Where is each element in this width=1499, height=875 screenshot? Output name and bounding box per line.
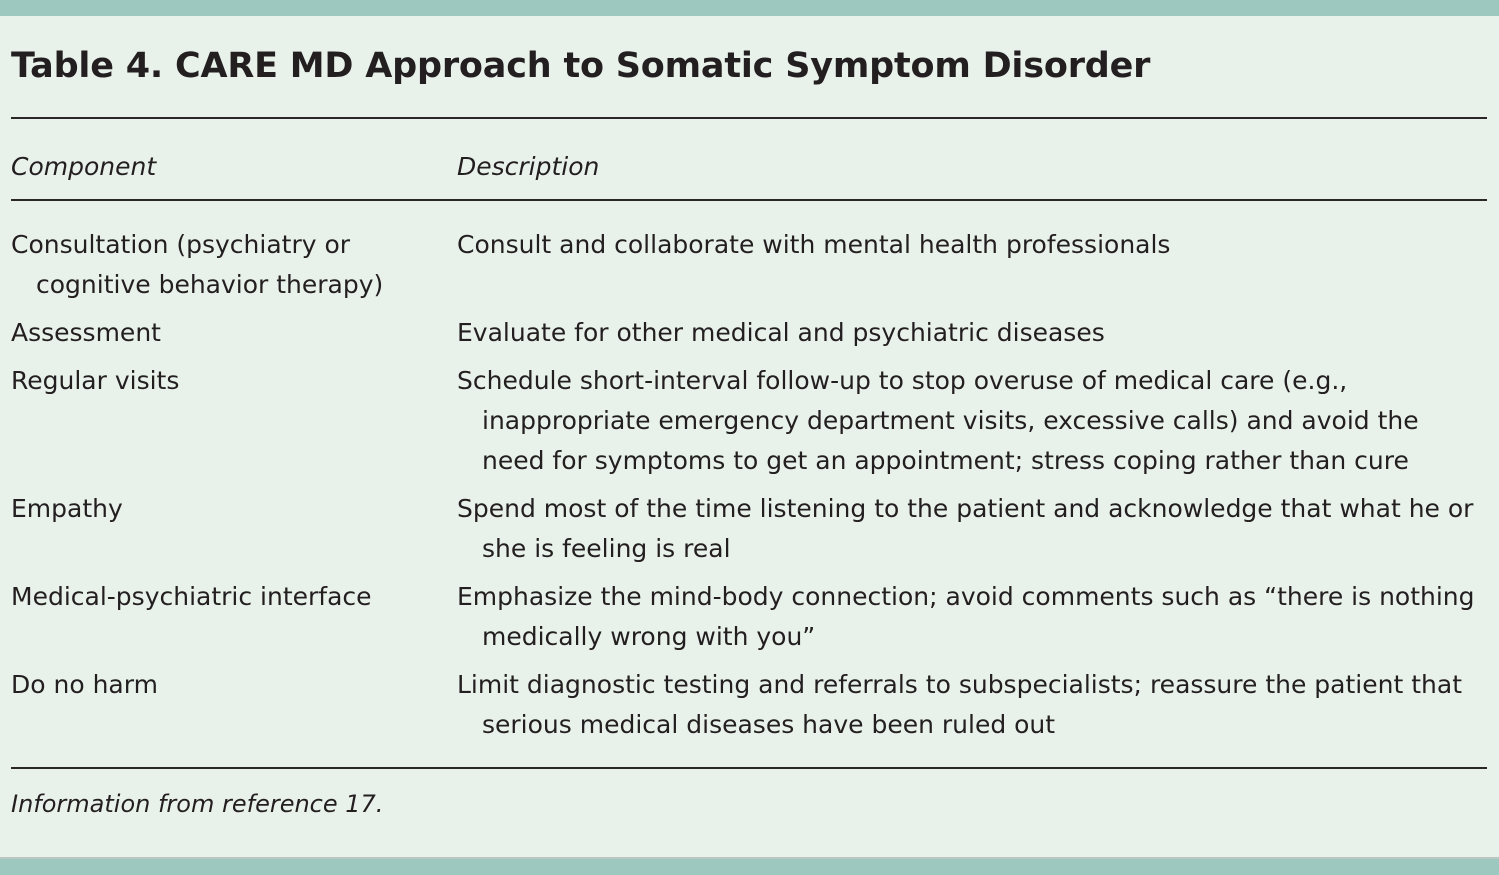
- component-cell: Medical-psychiatric interface: [11, 582, 372, 611]
- table-row: [11, 573, 1487, 661]
- description-cell: Spend most of the time listening to the patient and acknowledge that what he or she is feeling is real: [457, 494, 1474, 563]
- bottom-band: [0, 857, 1499, 875]
- table-body: [11, 221, 1487, 749]
- table-title: Table 4. CARE MD Approach to Somatic Symptom Disorder: [11, 46, 1151, 86]
- table-row: [11, 221, 1487, 309]
- title-rule: [11, 117, 1487, 119]
- component-cell: Do no harm: [11, 670, 158, 699]
- description-cell: Emphasize the mind-body connection; avoid comments such as “there is nothing medically wrong with you”: [457, 582, 1475, 651]
- bottom-rule: [11, 767, 1487, 769]
- header-description: Description: [457, 152, 600, 181]
- table-row: [11, 357, 1487, 485]
- description-cell: Limit diagnostic testing and referrals to subspecialists; reassure the patient that serious medical diseases have been ruled out: [457, 670, 1462, 739]
- table-row: [11, 309, 1487, 357]
- description-cell: Schedule short-interval follow-up to stop overuse of medical care (e.g., inappropriate emergency department visits, excessive calls) and avoid the need for symptoms to get an appointment; stress coping rather than cure: [457, 366, 1419, 475]
- component-cell: Empathy: [11, 494, 123, 523]
- table-row: [11, 661, 1487, 749]
- component-cell: Consultation (psychiatry or cognitive behavior therapy): [11, 230, 384, 299]
- table-row: [11, 485, 1487, 573]
- top-band: [0, 0, 1499, 16]
- header-rule: [11, 199, 1487, 201]
- header-component: Component: [11, 152, 157, 181]
- component-cell: Regular visits: [11, 366, 180, 395]
- component-cell: Assessment: [11, 318, 161, 347]
- description-cell: Evaluate for other medical and psychiatric diseases: [457, 318, 1105, 347]
- footnote: Information from reference 17.: [11, 790, 384, 818]
- description-cell: Consult and collaborate with mental health professionals: [457, 230, 1171, 259]
